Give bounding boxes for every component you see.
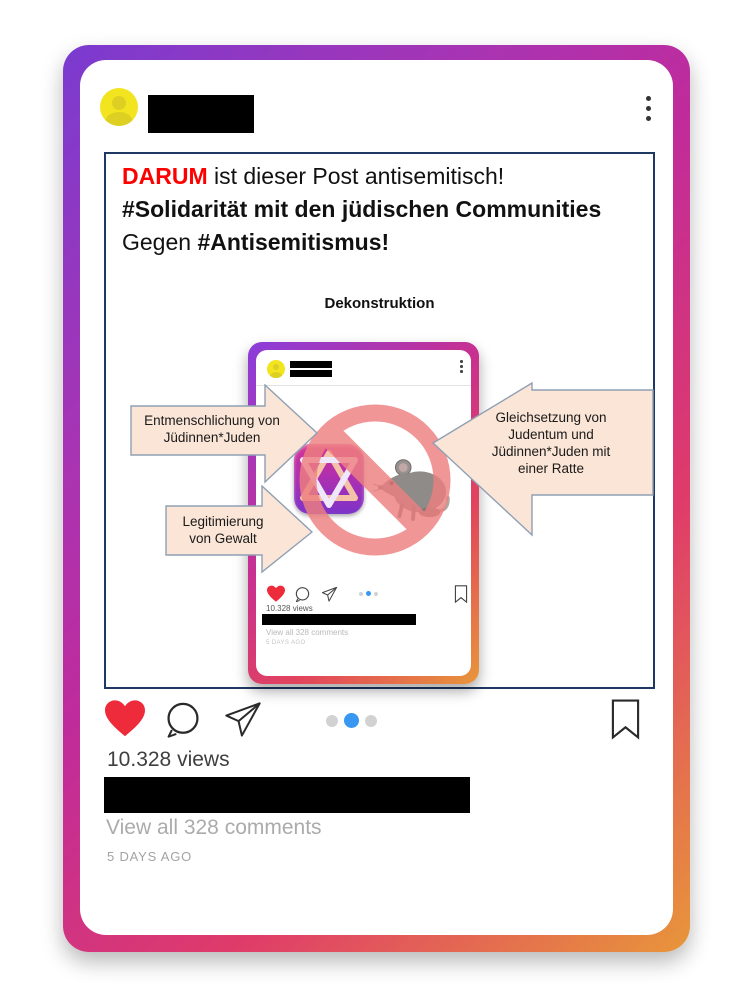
heart-icon [266, 585, 286, 603]
caption-highlight: DARUM [122, 163, 208, 189]
carousel-dots[interactable] [326, 713, 377, 728]
label-dehumanization: Entmenschlichung von Jüdinnen*Juden [144, 413, 280, 445]
carousel-dot[interactable] [326, 715, 338, 727]
caption-text [122, 160, 647, 259]
label-legitimization: Legitimierung von Gewalt [182, 513, 264, 546]
label-equation-rat: Gleichsetzung von Judentum und Jüdinnen*Juden mit einer Ratte [491, 409, 611, 476]
carousel-dot-active[interactable] [344, 713, 359, 728]
caption-line-1: DARUM ist dieser Post antisemitisch! [122, 163, 505, 189]
inner-redacted-caption-bar [262, 614, 416, 625]
views-count: 10.328 views [107, 748, 230, 771]
caption-line-2: #Solidarität mit den jüdischen Communities [122, 196, 602, 222]
carousel-dot-active [366, 591, 371, 596]
caption-content-box [104, 152, 655, 689]
comment-bubble-icon [294, 586, 311, 603]
inner-redacted-username-bar [290, 370, 332, 377]
timestamp: 5 DAYS AGO [107, 849, 193, 864]
inner-timestamp: 5 DAYS AGO [266, 640, 306, 646]
paper-plane-icon [321, 586, 338, 603]
person-silhouette-icon [105, 112, 132, 126]
inner-redacted-username-bar [290, 361, 332, 368]
bookmark-icon [454, 585, 468, 603]
caption-line-3: Gegen #Antisemitismus! [122, 229, 390, 255]
more-options-icon[interactable] [646, 96, 651, 121]
redacted-username-bar [148, 95, 254, 133]
post-card [80, 60, 673, 935]
avatar[interactable] [100, 88, 138, 126]
carousel-dot[interactable] [365, 715, 377, 727]
inner-avatar [267, 360, 285, 378]
bookmark-icon[interactable] [610, 698, 641, 740]
person-silhouette-icon [112, 96, 126, 110]
redacted-caption-bar [104, 777, 470, 813]
carousel-dot [359, 592, 363, 596]
deconstruction-title: Dekonstruktion [324, 295, 435, 312]
paper-plane-icon[interactable] [223, 700, 263, 740]
instagram-gradient-frame [63, 45, 690, 952]
inner-views-count: 10.328 views [266, 604, 313, 613]
carousel-dot [374, 592, 378, 596]
inner-more-options-icon [460, 360, 463, 373]
inner-action-row [266, 585, 461, 605]
comment-bubble-icon[interactable] [163, 700, 203, 740]
no-entry-sign-icon [298, 403, 452, 557]
view-comments-link[interactable]: View all 328 comments [106, 816, 322, 839]
heart-icon[interactable] [103, 699, 147, 739]
inner-comments-link: View all 328 comments [266, 628, 349, 637]
